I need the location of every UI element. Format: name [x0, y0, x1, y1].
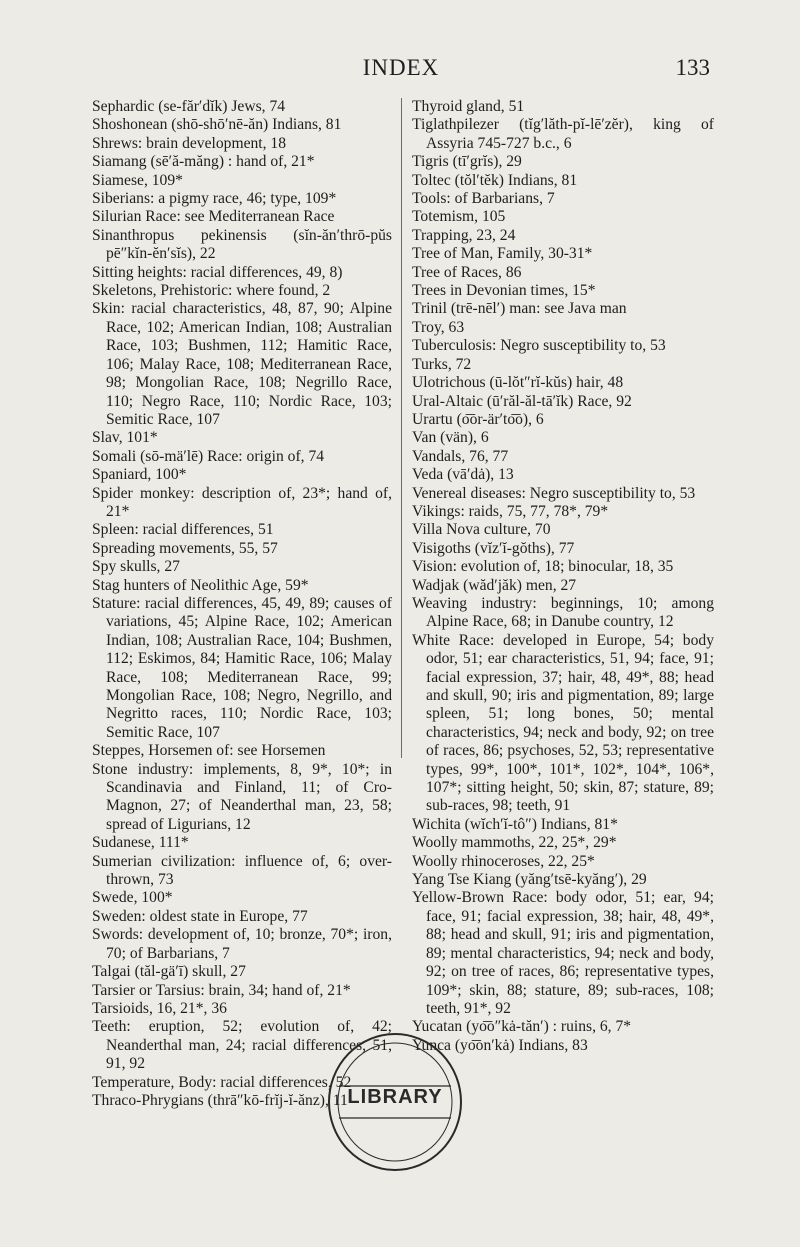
index-entry: Wichita (wĭch′ĭ-tô″) Indians, 81* — [412, 815, 618, 833]
index-entry: Teeth: eruption, 52; evolution of, 42; Neanderthal man, 24; racial differences, 51, 91, 92 — [92, 1018, 392, 1073]
index-entry: Spaniard, 100* — [92, 466, 187, 484]
index-entry: Shoshonean (shō-shō′nē-ăn) Indians, 81 — [92, 116, 342, 134]
index-entry: Wadjak (wăd′jăk) men, 27 — [412, 576, 577, 594]
index-entry: Spreading movements, 55, 57 — [92, 539, 278, 557]
index-entry: Tarsioids, 16, 21*, 36 — [92, 999, 227, 1017]
page-title: INDEX — [362, 55, 440, 80]
index-entry: Troy, 63 — [412, 318, 465, 336]
index-entry: Tree of Races, 86 — [412, 263, 522, 281]
index-entry: Vision: evolution of, 18; binocular, 18, 35 — [412, 558, 674, 576]
index-entry: Yellow-Brown Race: body odor, 51; ear, 94; face, 91; facial expression, 38; hair, 48, 49*, 88; head and skull, 91; iris and pigmentation, 89; mental characteristics, 94; neck and body, 92; on tree of races, 86; representative types, 109*; skin, 88; stature, 89; sub-races, 108; teeth, 91*, 92 — [412, 889, 714, 1017]
index-entry: White Race: developed in Europe, 54; body odor, 51; ear characteristics, 51, 94; face, 91; facial expression, 37; hair, 48, 49*, 88; head and skull, 90; iris and pigmentation, 89; large spleen, 51; long bones, 50; mental characteristics, 94; neck and body, 92; on tree of races, 86; psychoses, 52, 53; representative types, 99*, 100*, 101*, 102*, 104*, 106*, 107*; sitting height, 50; skin, 87; stature, 89; sub-races, 98; teeth, 91 — [412, 631, 714, 815]
index-entry: Woolly rhinoceroses, 22, 25* — [412, 852, 595, 870]
index-entry: Spy skulls, 27 — [92, 558, 180, 576]
index-entry: Stag hunters of Neolithic Age, 59* — [92, 576, 309, 594]
index-entry: Swede, 100* — [92, 889, 173, 907]
index-entry: Tree of Man, Family, 30-31* — [412, 245, 593, 263]
index-entry: Yang Tse Kiang (yăng′tsē-kyăng′), 29 — [412, 871, 647, 889]
index-entry: Silurian Race: see Mediterranean Race — [92, 208, 335, 226]
index-entry: Tigris (tī′grĭs), 29 — [412, 153, 522, 171]
index-entry: Skeletons, Prehistoric: where found, 2 — [92, 282, 331, 300]
index-entry: Sweden: oldest state in Europe, 77 — [92, 907, 308, 925]
index-entry: Siberians: a pigmy race, 46; type, 109* — [92, 190, 337, 208]
index-entry: Talgai (tăl-gä′ī) skull, 27 — [92, 963, 246, 981]
index-entry: Ural-Altaic (ū′răl-ăl-tā′ĭk) Race, 92 — [412, 392, 632, 410]
index-entry: Yunca (yo͞on′kȧ) Indians, 83 — [412, 1036, 588, 1054]
index-entry: Tuberculosis: Negro susceptibility to, 53 — [412, 337, 666, 355]
index-entry: Tarsier or Tarsius: brain, 34; hand of, 21* — [92, 981, 351, 999]
page-header — [92, 55, 710, 85]
index-entry: Siamang (sē′ă-măng) : hand of, 21* — [92, 153, 315, 171]
index-entry: Sephardic (se-făr′dĭk) Jews, 74 — [92, 98, 286, 115]
index-entry: Skin: racial characteristics, 48, 87, 90; Alpine Race, 102; American Indian, 108; Australian Race, 103; Bushmen, 112; Hamitic Race, 106; Malay Race, 108; Mediterranean Race, 98; Mongolian Race, 108; Negrillo Race, 110; Negro Race, 110; Nordic Race, 103; Semitic Race, 107 — [92, 300, 392, 428]
index-entry: Visigoths (vĭz′ĭ-gŏths), 77 — [412, 539, 575, 557]
index-entry: Swords: development of, 10; bronze, 70*; iron, 70; of Barbarians, 7 — [92, 926, 392, 962]
index-entry: Siamese, 109* — [92, 171, 183, 189]
index-entry: Villa Nova culture, 70 — [412, 521, 551, 539]
index-entry: Sudanese, 111* — [92, 834, 189, 852]
index-entry: Temperature, Body: racial differences, 52 — [92, 1073, 352, 1091]
index-entry: Toltec (tŏl′tĕk) Indians, 81 — [412, 171, 578, 189]
index-column-left — [92, 98, 392, 1110]
index-entry: Stone industry: implements, 8, 9*, 10*; in Scandinavia and Finland, 11; of Cro-Magnon, 27; of Neanderthal man, 23, 58; spread of Ligurians, 12 — [92, 760, 392, 833]
index-entry: Steppes, Horsemen of: see Horsemen — [92, 742, 326, 760]
index-entry: Shrews: brain development, 18 — [92, 134, 287, 152]
index-entry: Trees in Devonian times, 15* — [412, 282, 596, 300]
index-entry: Thraco-Phrygians (thrā″kō-frĭj-ĭ-ănz), 11 — [92, 1091, 348, 1109]
column-divider — [401, 98, 402, 758]
index-entry: Tiglathpilezer (tĭg′lăth-pĭ-lē′zĕr), king of Assyria 745-727 b.c., 6 — [412, 116, 714, 152]
index-entry: Van (vän), 6 — [412, 429, 489, 447]
index-entry: Stature: racial differences, 45, 49, 89; causes of variations, 45; Alpine Race, 102; American Indian, 108; Australian Race, 104; Bushmen, 112; Eskimos, 84; Hamitic Race, 106; Malay Race, 108; Mediterranean Race, 99; Mongolian Race, 108; Negro, Negrillo, and Negritto races, 110; Nordic Race, 103; Semitic Race, 107 — [92, 594, 392, 741]
index-entry: Totemism, 105 — [412, 208, 506, 226]
index-entry: Turks, 72 — [412, 355, 472, 373]
index-entry: Veda (vā′dȧ), 13 — [412, 466, 514, 484]
index-entry: Slav, 101* — [92, 429, 158, 447]
index-entry: Urartu (o͞or-är′to͞o), 6 — [412, 410, 544, 428]
index-column-right — [412, 98, 714, 1055]
page-number: 133 — [675, 55, 710, 80]
index-entry: Sumerian civilization: influence of, 6; over-thrown, 73 — [92, 852, 392, 889]
index-entry: Tools: of Barbarians, 7 — [412, 190, 555, 208]
index-entry: Woolly mammoths, 22, 25*, 29* — [412, 834, 617, 852]
index-entry: Vandals, 76, 77 — [412, 447, 509, 465]
index-entry: Spleen: racial differences, 51 — [92, 521, 274, 539]
index-entry: Sitting heights: racial differences, 49, 8) — [92, 263, 343, 281]
stamp-label: LIBRARY — [347, 1086, 443, 1108]
index-entry: Yucatan (yo͞o″kȧ-tăn′) : ruins, 6, 7* — [412, 1018, 632, 1036]
index-entry: Spider monkey: description of, 23*; hand of, 21* — [92, 484, 392, 520]
index-entry: Ulotrichous (ū-lŏt″rĭ-kŭs) hair, 48 — [412, 374, 624, 392]
index-entry: Weaving industry: beginnings, 10; among Alpine Race, 68; in Danube country, 12 — [412, 594, 714, 631]
index-entry: Vikings: raids, 75, 77, 78*, 79* — [412, 502, 609, 520]
index-entry: Sinanthropus pekinensis (sĭn-ăn′thrō-pŭs pē″kĭn-ĕn′sĭs), 22 — [92, 226, 392, 263]
index-entry: Trinil (trē-nēl′) man: see Java man — [412, 300, 627, 318]
index-entry: Venereal diseases: Negro susceptibility to, 53 — [412, 484, 696, 502]
index-entry: Somali (sō-mä′lē) Race: origin of, 74 — [92, 447, 325, 465]
index-entry: Trapping, 23, 24 — [412, 226, 516, 244]
index-entry: Thyroid gland, 51 — [412, 98, 525, 115]
